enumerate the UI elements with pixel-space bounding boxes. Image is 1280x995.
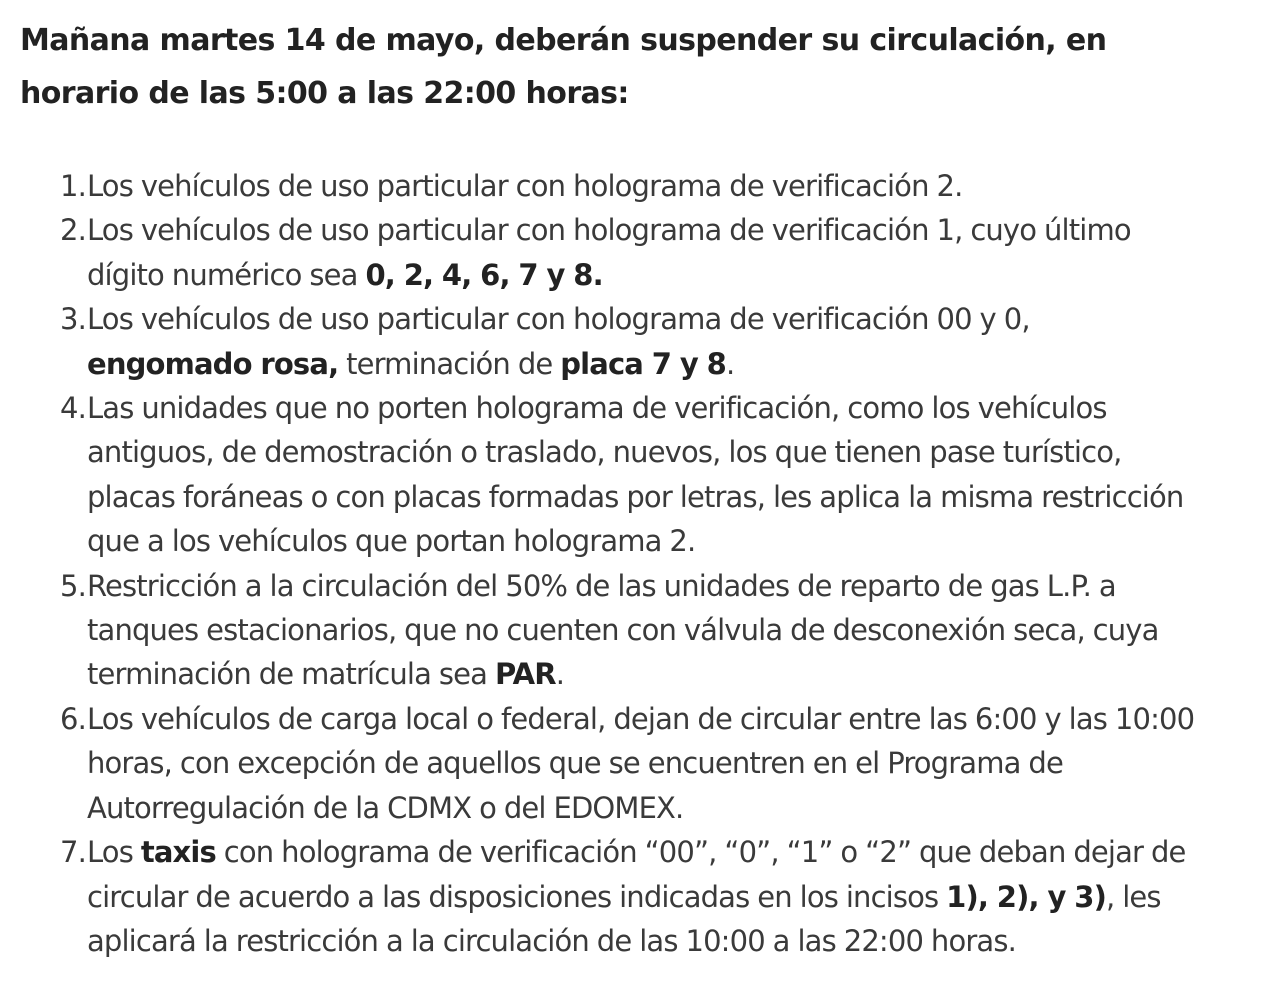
restriction-text-segment: Los vehículos de uso particular con holograma de verificación 00 y 0, xyxy=(87,302,1030,337)
restriction-emphasis: placa 7 y 8 xyxy=(560,346,726,381)
restriction-item xyxy=(50,564,1200,697)
restriction-item-number: 7. xyxy=(60,835,86,870)
restriction-item-number: 5. xyxy=(60,568,86,603)
restriction-text-segment: con holograma de verificación “00”, “0”, “1” o “2” que deban dejar de circular de acuerdo a las disposiciones indicadas en los incisos xyxy=(87,835,1186,914)
restriction-text-segment: Las unidades que no porten holograma de verificación, como los vehículos antiguos, de demostración o traslado, nuevos, los que tienen pase turístico, placas foráneas o con placas formadas por letras, les aplica la misma restricción que a los vehículos que portan holograma 2. xyxy=(87,391,1184,559)
restriction-emphasis: taxis xyxy=(140,835,216,870)
restriction-text-segment: , les aplicará la restricción a la circulación de las 10:00 a las 22:00 horas. xyxy=(87,879,1161,958)
restriction-item-text xyxy=(87,213,1131,291)
restriction-text-segment: Los xyxy=(87,835,141,870)
restriction-item-text xyxy=(87,169,962,203)
restriction-item-number: 2. xyxy=(60,213,86,248)
restriction-item xyxy=(50,208,1200,297)
restriction-text-segment: Los vehículos de uso particular con holograma de verificación 1, cuyo último dígito numérico sea xyxy=(87,213,1131,292)
restriction-item xyxy=(50,297,1200,386)
document xyxy=(20,14,1220,958)
restriction-emphasis: engomado rosa, xyxy=(87,346,339,381)
notice-heading-line-1: Mañana martes 14 de mayo, deberán suspender su circulación, en xyxy=(20,23,1107,58)
restriction-emphasis: 1), 2), y 3) xyxy=(946,879,1106,914)
restriction-emphasis: 0, 2, 4, 6, 7 y 8. xyxy=(365,257,603,292)
restriction-text-segment: . xyxy=(555,657,565,692)
restriction-text-segment: Restricción a la circulación del 50% de las unidades de reparto de gas L.P. a tanques estacionarios, que no cuenten con válvula de desconexión seca, cuya terminación de matrícula sea xyxy=(87,568,1159,692)
restriction-text-segment: terminación de xyxy=(338,346,561,381)
restriction-item-text xyxy=(87,302,1030,380)
restriction-item-text xyxy=(87,391,1183,558)
restriction-item-number: 1. xyxy=(60,169,86,203)
restriction-item-text xyxy=(87,835,1186,958)
restriction-item-text xyxy=(87,702,1194,825)
notice-heading xyxy=(20,14,1220,120)
restriction-text-segment: Los vehículos de uso particular con holograma de verificación 2. xyxy=(87,169,963,203)
restriction-item-text xyxy=(87,569,1159,692)
restriction-list xyxy=(50,164,1200,963)
restriction-emphasis: PAR xyxy=(494,657,556,692)
restriction-item xyxy=(50,164,1200,208)
notice-heading-line-2: horario de las 5:00 a las 22:00 horas: xyxy=(20,76,629,111)
restriction-item xyxy=(50,386,1200,564)
restriction-item-number: 6. xyxy=(60,701,86,736)
restriction-item xyxy=(50,697,1200,830)
restriction-text-segment: Los vehículos de carga local o federal, dejan de circular entre las 6:00 y las 10:00 horas, con excepción de aquellos que se encuentren en el Programa de Autorregulación de la CDMX o del EDOMEX. xyxy=(87,701,1195,825)
restriction-text-segment: . xyxy=(725,346,735,381)
restriction-item-number: 4. xyxy=(60,391,86,426)
restriction-item xyxy=(50,830,1200,963)
restriction-item-number: 3. xyxy=(60,302,86,337)
